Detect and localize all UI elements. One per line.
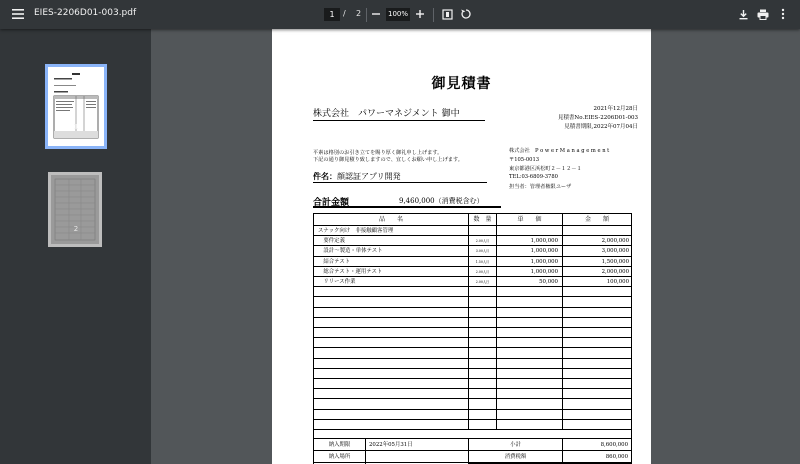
table-row <box>314 379 631 389</box>
tax-label: 消費税額 <box>469 451 563 463</box>
item-unit-price <box>497 308 563 318</box>
document-filename: EIES-2206D01-003.pdf <box>34 8 137 18</box>
total-label: 合計金額 <box>313 198 350 208</box>
zoom-out-button[interactable] <box>366 4 386 24</box>
item-amount <box>563 226 631 236</box>
item-amount <box>563 389 631 399</box>
item-unit-price <box>497 328 563 338</box>
zoom-level-input[interactable]: 100% <box>386 8 410 21</box>
item-qty <box>469 318 497 328</box>
item-qty <box>469 328 497 338</box>
page-thumbnail-2[interactable] <box>48 172 102 247</box>
item-qty <box>469 410 497 420</box>
item-qty <box>469 226 497 236</box>
delivery-date-value: 2022年05月31日 <box>366 439 469 451</box>
table-row <box>314 308 631 318</box>
item-unit-price: 1,000,000 <box>497 257 563 267</box>
issue-date: 2021年12月28日 <box>593 106 638 112</box>
item-unit-price: 1,000,000 <box>497 267 563 277</box>
thumbnail-preview <box>48 67 104 146</box>
item-name <box>314 399 469 409</box>
item-amount <box>563 287 631 297</box>
subject <box>313 171 401 182</box>
subtotal-value: 8,600,000 <box>600 442 628 448</box>
intro-line: 平素は格別のお引き立てを賜り厚く御礼申し上げます。 <box>313 150 443 156</box>
table-row <box>314 359 631 369</box>
item-amount: 1,500,000 <box>601 258 629 265</box>
item-name: 総合テスト・運用テスト <box>314 267 469 277</box>
item-unit-price <box>497 226 563 236</box>
item-amount: 3,000,000 <box>601 248 629 255</box>
item-amount <box>563 369 631 379</box>
total-pages: 2 <box>356 9 362 18</box>
item-qty <box>469 379 497 389</box>
table-row <box>314 236 631 246</box>
item-name <box>314 297 469 307</box>
item-amount <box>563 399 631 409</box>
item-unit-price <box>497 369 563 379</box>
item-name <box>314 308 469 318</box>
total-value: 9,460,000（消費税含む） <box>399 197 484 205</box>
issuer-address: 東京都港区浜松町２－１２－１ <box>509 166 582 172</box>
item-name <box>314 420 469 430</box>
table-row <box>314 338 631 348</box>
table-row <box>314 257 631 267</box>
item-unit-price <box>497 348 563 358</box>
pdf-page <box>272 29 651 464</box>
quote-expiry: 見積書期限,2022年07月04日 <box>564 124 638 130</box>
item-amount <box>563 348 631 358</box>
item-qty <box>469 287 497 297</box>
summary-row <box>314 439 631 451</box>
item-name <box>314 328 469 338</box>
table-row <box>314 297 631 307</box>
item-unit-price <box>497 318 563 328</box>
item-qty <box>469 308 497 318</box>
table-row <box>314 226 631 236</box>
subject-value: 顔認証アプリ開発 <box>337 172 401 181</box>
item-name: 要件定義 <box>314 236 469 246</box>
thumbnail-label: 1 <box>73 123 79 131</box>
item-name: 設計～製造・単体テスト <box>314 246 469 256</box>
quote-number: 見積書No.EIES-2206D01-003 <box>557 115 638 121</box>
item-amount <box>563 338 631 348</box>
client-name: 株式会社 パワーマネジメント 御中 <box>313 109 460 119</box>
item-name <box>314 318 469 328</box>
item-name: スナック向け 非接触顧客管理 <box>314 226 469 236</box>
item-amount <box>563 297 631 307</box>
document-title: 御見積書 <box>431 76 492 92</box>
rotate-icon[interactable] <box>456 4 476 24</box>
table-row <box>314 420 631 430</box>
toolbar-divider <box>433 8 434 22</box>
tax-value: 860,000 <box>605 454 628 460</box>
issuer-person: 担当者：管理者権限ユーザ <box>509 184 572 190</box>
item-name <box>314 359 469 369</box>
table-row <box>314 318 631 328</box>
table-row <box>314 287 631 297</box>
item-qty: 2.00人月 <box>469 236 497 246</box>
client-underline <box>313 120 485 121</box>
table-row <box>314 369 631 379</box>
issuer-tel: TEL:03-6809-3780 <box>509 174 558 180</box>
thumbnail-sidebar <box>0 29 151 464</box>
item-amount: 100,000 <box>606 279 629 285</box>
table-row <box>314 267 631 277</box>
table-row <box>314 410 631 420</box>
fit-to-page-icon[interactable] <box>437 4 457 24</box>
download-icon[interactable] <box>733 4 753 24</box>
item-qty <box>469 348 497 358</box>
item-unit-price <box>497 379 563 389</box>
item-amount <box>563 379 631 389</box>
item-amount: 2,000,000 <box>601 238 629 245</box>
item-amount: 2,000,000 <box>601 268 629 275</box>
thumbnail-label: 2 <box>73 225 79 233</box>
item-name <box>314 338 469 348</box>
item-name <box>314 369 469 379</box>
item-name <box>314 348 469 358</box>
item-qty: 3.00人月 <box>469 246 497 256</box>
item-qty <box>469 297 497 307</box>
item-name: 結合テスト <box>314 257 469 267</box>
item-qty <box>469 420 497 430</box>
table-row <box>314 246 631 256</box>
item-amount <box>563 410 631 420</box>
item-unit-price <box>497 359 563 369</box>
item-unit-price <box>497 399 563 409</box>
item-amount <box>563 420 631 430</box>
current-page-input[interactable]: 1 <box>324 8 340 21</box>
item-name: リリース作業 <box>314 277 469 287</box>
item-qty <box>469 399 497 409</box>
thumbnail-preview <box>51 175 99 244</box>
item-qty: 1.50人月 <box>469 257 497 267</box>
item-name <box>314 287 469 297</box>
issuer-company: 株式会社 P o w e r M a n a g e m e n t <box>509 148 610 154</box>
item-qty: 2.00人日 <box>469 277 497 287</box>
more-actions-icon[interactable] <box>773 4 793 24</box>
column-header-amount: 金 額 <box>563 214 631 226</box>
item-amount <box>563 308 631 318</box>
item-qty <box>469 359 497 369</box>
item-qty <box>469 369 497 379</box>
summary-row <box>314 451 631 463</box>
document-viewer[interactable] <box>151 29 800 464</box>
column-header-qty: 数 量 <box>469 214 497 226</box>
items-table <box>313 213 632 439</box>
item-unit-price <box>497 389 563 399</box>
item-qty: 2.00人月 <box>469 267 497 277</box>
item-unit-price <box>497 338 563 348</box>
table-row <box>314 277 631 287</box>
pdf-toolbar <box>0 0 800 29</box>
item-name <box>314 389 469 399</box>
item-unit-price <box>497 420 563 430</box>
subject-label: 件名： <box>313 171 337 181</box>
item-unit-price <box>497 410 563 420</box>
item-unit-price: 1,000,000 <box>497 246 563 256</box>
menu-icon[interactable] <box>8 4 28 24</box>
table-row <box>314 389 631 399</box>
table-row <box>314 348 631 358</box>
intro-line: 下記の通り御見積り致しますので、宜しくお願い申し上げます。 <box>313 157 463 163</box>
item-unit-price: 50,000 <box>497 277 563 287</box>
item-amount <box>563 359 631 369</box>
summary-table <box>313 439 632 464</box>
item-amount <box>563 318 631 328</box>
print-icon[interactable] <box>753 4 773 24</box>
item-qty <box>469 338 497 348</box>
table-row <box>314 399 631 409</box>
item-unit-price <box>497 297 563 307</box>
page-separator: / <box>343 9 346 18</box>
column-header-name: 品 名 <box>314 214 469 226</box>
item-amount <box>563 328 631 338</box>
issuer-zip: 〒105-0013 <box>509 157 540 163</box>
delivery-date-label: 納入期限 <box>314 439 366 451</box>
item-unit-price: 1,000,000 <box>497 236 563 246</box>
item-qty <box>469 389 497 399</box>
delivery-place-value <box>366 451 469 463</box>
subtotal-label: 小計 <box>469 439 563 451</box>
total-underline <box>313 206 501 208</box>
delivery-place-label: 納入場所 <box>314 451 366 463</box>
item-name <box>314 410 469 420</box>
table-row <box>314 328 631 338</box>
subject-underline <box>313 182 487 183</box>
page-thumbnail-1[interactable] <box>48 67 104 146</box>
zoom-in-button[interactable] <box>410 4 430 24</box>
column-header-unit: 単 価 <box>497 214 563 226</box>
item-unit-price <box>497 287 563 297</box>
item-name <box>314 379 469 389</box>
